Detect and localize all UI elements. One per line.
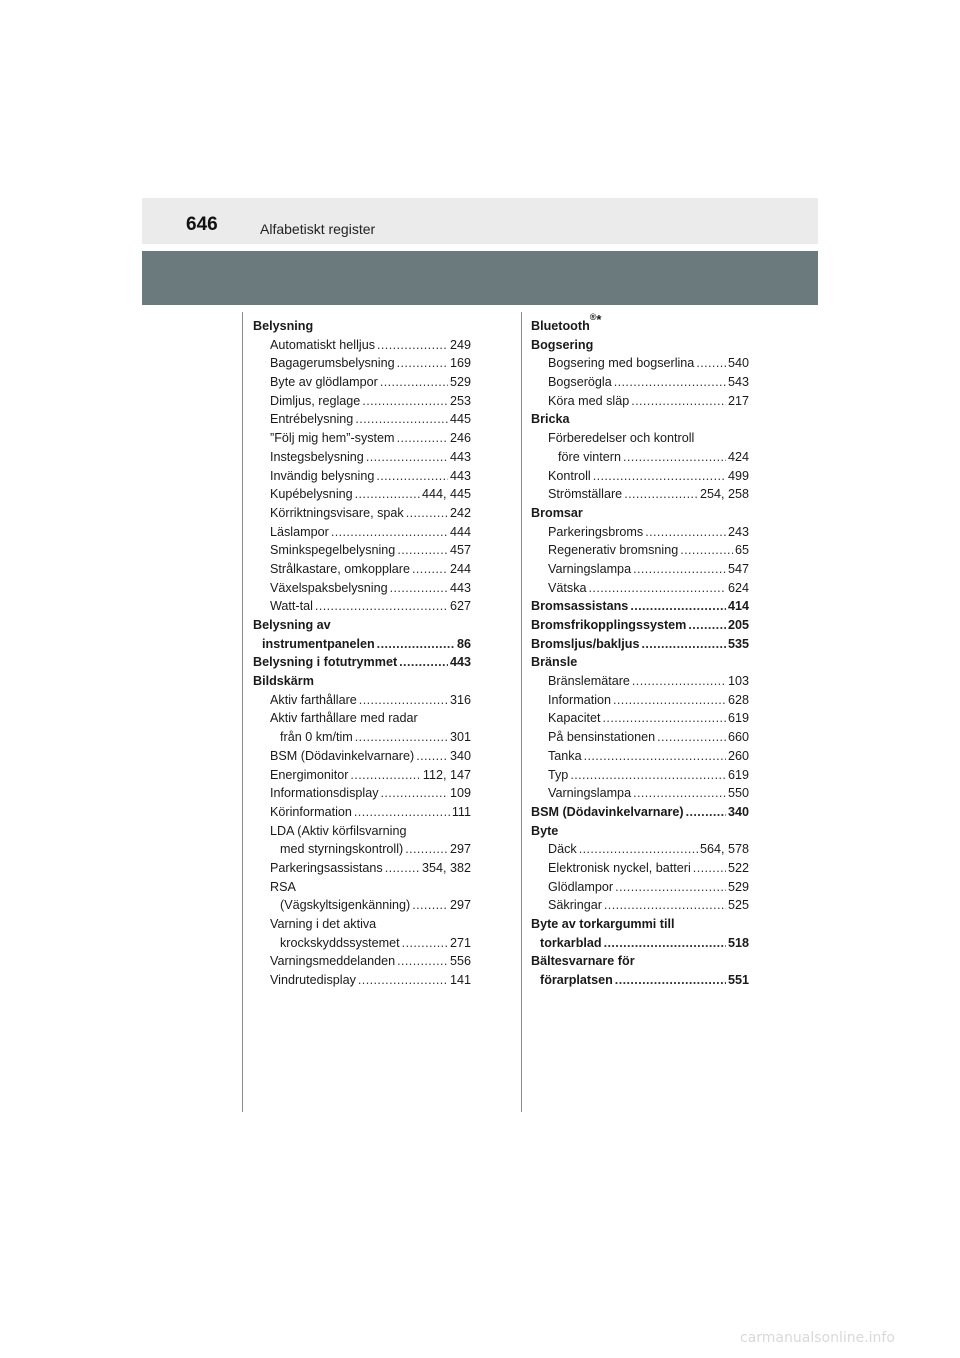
entry-term: Invändig belysning	[270, 468, 375, 483]
entry-term: BSM (Dödavinkelvarnare)	[270, 748, 415, 763]
index-heading	[531, 971, 749, 990]
page-reference: 445	[449, 412, 471, 427]
leader-dots	[376, 467, 448, 486]
entry-term: Bagagerumsbelysning	[270, 356, 395, 371]
index-entry	[253, 429, 471, 448]
page-reference: 354, 382	[421, 860, 471, 875]
entry-term: från 0 km/tim	[280, 730, 353, 745]
entry-term: Tanka	[548, 748, 582, 763]
leader-dots	[631, 392, 726, 411]
page-reference: 627	[449, 599, 471, 614]
index-entry	[253, 915, 471, 934]
entry-term: Information	[548, 692, 611, 707]
index-entry	[253, 822, 471, 841]
leader-dots	[624, 485, 698, 504]
page-reference: 624	[727, 580, 749, 595]
page-reference: 414	[727, 599, 749, 614]
footnote-star: *	[596, 312, 602, 327]
index-heading	[531, 822, 749, 841]
index-entry	[253, 410, 471, 429]
entry-term: Bogsering	[531, 337, 594, 352]
leader-dots	[355, 485, 420, 504]
page-reference: 547	[727, 561, 749, 576]
entry-term: Byte	[531, 823, 559, 838]
entry-term: ”Följ mig hem”-system	[270, 431, 395, 446]
index-entry	[531, 354, 749, 373]
index-entry	[253, 803, 471, 822]
entry-term: med styrningskontroll)	[280, 842, 404, 857]
page-reference: 301	[449, 730, 471, 745]
leader-dots	[603, 709, 726, 728]
leader-dots	[358, 971, 448, 990]
leader-dots	[355, 728, 448, 747]
index-entry	[253, 373, 471, 392]
index-entry	[253, 354, 471, 373]
entry-term: Kupébelysning	[270, 487, 353, 502]
entry-term: Elektronisk nyckel, batteri	[548, 860, 691, 875]
index-entry	[253, 784, 471, 803]
page-reference: 443	[449, 580, 471, 595]
index-entry	[253, 728, 471, 747]
entry-term: Körinformation	[270, 804, 352, 819]
entry-term: RSA	[270, 879, 296, 894]
entry-term: Varningslampa	[548, 786, 632, 801]
entry-term: Bogsering med bogserlina	[548, 356, 695, 371]
leader-dots	[604, 934, 726, 953]
entry-term: Bromsar	[531, 505, 583, 520]
index-entry	[531, 579, 749, 598]
registered-mark: ®	[589, 312, 597, 322]
index-entry	[531, 392, 749, 411]
entry-term: Säkringar	[548, 898, 602, 913]
page-reference: 556	[449, 954, 471, 969]
leader-dots	[693, 859, 726, 878]
entry-term: Köra med släp	[548, 393, 630, 408]
page-number: 646	[186, 214, 218, 235]
leader-dots	[615, 971, 726, 990]
entry-term: Vindrutedisplay	[270, 973, 356, 988]
leader-dots	[350, 766, 421, 785]
page-reference: 340	[727, 804, 749, 819]
leader-dots	[686, 803, 726, 822]
page-reference: 141	[449, 973, 471, 988]
leader-dots	[680, 541, 733, 560]
page-reference: 457	[449, 543, 471, 558]
entry-term: Kontroll	[548, 468, 591, 483]
leader-dots	[633, 560, 726, 579]
page-reference: 254, 258	[699, 487, 749, 502]
page-reference: 543	[727, 375, 749, 390]
entry-term: instrumentpanelen	[262, 636, 375, 651]
entry-term: Strömställare	[548, 487, 623, 502]
index-entry	[253, 766, 471, 785]
entry-term: Automatiskt helljus	[270, 337, 375, 352]
index-heading	[531, 597, 749, 616]
index-entry	[531, 709, 749, 728]
page-reference: 444	[449, 524, 471, 539]
page-reference: 169	[449, 356, 471, 371]
entry-term: (Vägskyltsigenkänning)	[280, 898, 411, 913]
entry-term: Varning i det aktiva	[270, 917, 377, 931]
entry-term: Regenerativ bromsning	[548, 543, 679, 558]
leader-dots	[397, 952, 448, 971]
index-heading	[253, 317, 471, 336]
index-heading	[531, 616, 749, 635]
entry-term: BSM (Dödavinkelvarnare)	[531, 804, 684, 819]
index-entry	[253, 541, 471, 560]
page-reference: 246	[449, 431, 471, 446]
index-entry	[531, 859, 749, 878]
index-entry	[253, 691, 471, 710]
index-entry	[253, 523, 471, 542]
entry-term: Varningsmeddelanden	[270, 954, 396, 969]
page-reference: 243	[727, 524, 749, 539]
entry-term: Kapacitet	[548, 711, 601, 726]
leader-dots	[390, 579, 448, 598]
entry-term: Informationsdisplay	[270, 786, 379, 801]
page-reference: 619	[727, 767, 749, 782]
page-reference: 529	[727, 879, 749, 894]
entry-term: Däck	[548, 842, 577, 857]
index-heading	[531, 934, 749, 953]
index-entry	[253, 747, 471, 766]
leader-dots	[402, 934, 448, 953]
section-bar	[142, 251, 818, 305]
leader-dots	[633, 784, 726, 803]
leader-dots	[688, 616, 726, 635]
page-reference: 253	[449, 393, 471, 408]
leader-dots	[315, 597, 448, 616]
index-entry	[531, 691, 749, 710]
index-heading	[531, 504, 749, 523]
index-entry	[531, 373, 749, 392]
index-heading	[531, 410, 749, 429]
entry-term: Bluetooth	[531, 319, 590, 333]
leader-dots	[355, 410, 448, 429]
page-reference: 103	[727, 674, 749, 689]
entry-term: Belysning i fotutrymmet	[253, 655, 398, 670]
index-entry	[531, 878, 749, 897]
index-heading	[531, 653, 749, 672]
index-entry	[253, 971, 471, 990]
entry-term: Sminkspegelbelysning	[270, 543, 396, 558]
entry-term: LDA (Aktiv körfilsvarning	[270, 823, 407, 838]
index-heading	[531, 635, 749, 654]
leader-dots	[377, 336, 448, 355]
index-entry	[253, 467, 471, 486]
page-reference: 65	[734, 543, 749, 558]
index-entry	[253, 579, 471, 598]
entry-term: Bränslemätare	[548, 674, 630, 689]
entry-term: Watt-tal	[270, 599, 313, 614]
index-heading	[253, 635, 471, 654]
index-heading	[253, 653, 471, 672]
index-entry	[253, 485, 471, 504]
page-reference: 619	[727, 711, 749, 726]
middle-column-rule	[521, 312, 522, 1112]
leader-dots	[385, 859, 420, 878]
index-entry	[531, 766, 749, 785]
index-entry	[531, 485, 749, 504]
entry-term: Bricka	[531, 412, 570, 427]
page-reference: 260	[727, 748, 749, 763]
entry-term: Aktiv farthållare	[270, 692, 357, 707]
entry-term: Typ	[548, 767, 569, 782]
index-entry	[531, 672, 749, 691]
index-entry	[253, 392, 471, 411]
entry-term: före vintern	[558, 449, 621, 464]
leader-dots	[397, 541, 448, 560]
page-reference: 297	[449, 842, 471, 857]
entry-term: Bogserögla	[548, 375, 612, 390]
page-reference: 522	[727, 860, 749, 875]
leader-dots	[570, 766, 726, 785]
entry-term: Förberedelser och kontroll	[548, 431, 695, 446]
entry-term: Vätska	[548, 580, 587, 595]
leader-dots	[412, 560, 448, 579]
leader-dots	[354, 803, 450, 822]
index-entry	[253, 840, 471, 859]
page-reference: 271	[449, 935, 471, 950]
leader-dots	[399, 653, 448, 672]
page-reference: 443	[449, 655, 471, 670]
leader-dots	[362, 392, 448, 411]
index-heading	[531, 952, 749, 971]
index-entry	[253, 597, 471, 616]
index-entry	[531, 840, 749, 859]
page-reference: 112, 147	[422, 767, 471, 782]
entry-term: Energimonitor	[270, 767, 349, 782]
index-entry	[531, 784, 749, 803]
page-reference: 249	[449, 337, 471, 352]
header-band	[142, 198, 818, 244]
entry-term: På bensinstationen	[548, 730, 656, 745]
leader-dots	[377, 635, 455, 654]
page-reference: 628	[727, 692, 749, 707]
leader-dots	[416, 747, 448, 766]
page-reference: 444, 445	[421, 487, 471, 502]
page-reference: 111	[451, 804, 471, 819]
index-entry	[253, 336, 471, 355]
leader-dots	[359, 691, 448, 710]
index-entry	[531, 523, 749, 542]
entry-term: Instegsbelysning	[270, 449, 364, 464]
entry-term: förarplatsen	[540, 973, 613, 988]
leader-dots	[397, 429, 448, 448]
page-reference: 535	[727, 636, 749, 651]
page-reference: 443	[449, 449, 471, 464]
entry-term: Bromsassistans	[531, 599, 629, 614]
leader-dots	[645, 523, 726, 542]
index-entry	[531, 467, 749, 486]
leader-dots	[615, 878, 726, 897]
index-entry	[253, 859, 471, 878]
left-column-rule	[242, 312, 243, 1112]
entry-term: Strålkastare, omkopplare	[270, 561, 410, 576]
index-heading	[531, 803, 749, 822]
leader-dots	[589, 579, 726, 598]
page-reference: 244	[449, 561, 471, 576]
page-reference: 550	[727, 786, 749, 801]
page-reference: 217	[727, 393, 749, 408]
index-entry	[253, 896, 471, 915]
entry-term: Aktiv farthållare med radar	[270, 711, 418, 726]
index-entry	[531, 728, 749, 747]
index-entry	[253, 560, 471, 579]
page-reference: 316	[449, 692, 471, 707]
leader-dots	[593, 467, 726, 486]
leader-dots	[405, 840, 448, 859]
page-reference: 86	[456, 636, 471, 651]
index-entry	[253, 878, 471, 897]
page-reference: 424	[727, 449, 749, 464]
entry-term: Varningslampa	[548, 561, 632, 576]
entry-term: Entrébelysning	[270, 412, 354, 427]
leader-dots	[614, 373, 726, 392]
index-column-right	[531, 312, 749, 990]
leader-dots	[604, 896, 726, 915]
index-entry	[253, 709, 471, 728]
entry-term: Läslampor	[270, 524, 329, 539]
entry-term: Bromsljus/bakljus	[531, 636, 640, 651]
page-reference: 540	[727, 356, 749, 371]
entry-term: Glödlampor	[548, 879, 614, 894]
entry-term: Byte av glödlampor	[270, 375, 378, 390]
index-entry	[531, 429, 749, 448]
entry-term: Körriktningsvisare, spak	[270, 505, 404, 520]
page-reference: 297	[449, 898, 471, 913]
leader-dots	[366, 448, 448, 467]
leader-dots	[579, 840, 698, 859]
leader-dots	[630, 597, 726, 616]
page-reference: 529	[449, 375, 471, 390]
index-entry	[253, 934, 471, 953]
entry-term: Parkeringsassistans	[270, 860, 383, 875]
entry-term: Byte av torkargummi till	[531, 917, 675, 931]
entry-term: Bildskärm	[253, 674, 314, 689]
index-entry	[531, 541, 749, 560]
leader-dots	[406, 504, 448, 523]
leader-dots	[632, 672, 726, 691]
index-entry	[531, 560, 749, 579]
index-heading	[531, 915, 749, 934]
index-column-left	[253, 317, 471, 990]
page-reference: 340	[449, 748, 471, 763]
entry-term: Dimljus, reglage	[270, 393, 361, 408]
index-heading	[253, 672, 471, 691]
entry-term: torkarblad	[540, 935, 602, 950]
entry-term: Bromsfrikopplingssystem	[531, 618, 687, 632]
page-reference: 525	[727, 898, 749, 913]
entry-term: Belysning	[253, 319, 314, 333]
page-reference: 518	[727, 935, 749, 950]
index-heading	[531, 312, 749, 336]
page-reference: 564, 578	[699, 842, 749, 857]
leader-dots	[623, 448, 726, 467]
leader-dots	[696, 354, 726, 373]
index-entry	[531, 747, 749, 766]
index-entry	[253, 952, 471, 971]
leader-dots	[412, 896, 448, 915]
leader-dots	[584, 747, 726, 766]
page-reference: 242	[449, 505, 471, 520]
leader-dots	[613, 691, 726, 710]
page-reference: 660	[727, 730, 749, 745]
page-reference: 551	[727, 973, 749, 988]
section-title: Alfabetiskt register	[260, 221, 376, 237]
index-heading	[531, 336, 749, 355]
entry-term: Växelspaksbelysning	[270, 580, 388, 595]
index-entry	[531, 448, 749, 467]
leader-dots	[397, 354, 448, 373]
index-entry	[253, 504, 471, 523]
leader-dots	[380, 373, 448, 392]
leader-dots	[331, 523, 448, 542]
entry-term: Belysning av	[253, 618, 331, 632]
entry-term: Bränsle	[531, 655, 578, 670]
index-heading	[253, 616, 471, 635]
entry-term: krockskyddssystemet	[280, 935, 400, 950]
index-entry	[531, 896, 749, 915]
leader-dots	[657, 728, 726, 747]
index-entry	[253, 448, 471, 467]
entry-term: Parkeringsbroms	[548, 524, 644, 539]
watermark: carmanualsonline.info	[740, 1330, 895, 1346]
page-reference: 443	[449, 468, 471, 483]
page-reference: 205	[727, 618, 749, 632]
entry-term: Bältesvarnare för	[531, 954, 635, 969]
leader-dots	[381, 784, 448, 803]
page-reference: 499	[727, 468, 749, 483]
page-reference: 109	[449, 786, 471, 801]
leader-dots	[641, 635, 726, 654]
